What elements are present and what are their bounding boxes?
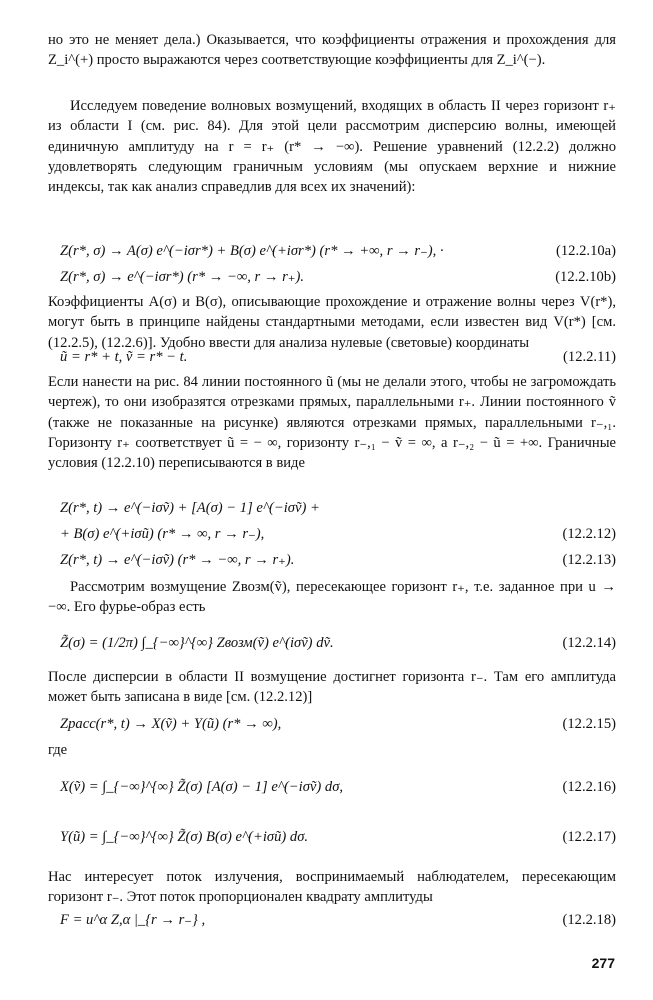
page-number: 277 [591,955,615,971]
equation-12-2-13: Z(r*, t) → e^(−iσṽ) (r* → −∞, r → r₊). (12.2.13) [60,552,616,568]
equation-12-2-18: F = u^α Z,α |_{r → r₋} , (12.2.18) [60,912,616,928]
equation-12-2-12: + B(σ) e^(+iσũ) (r* → ∞, r → r₋), (12.2.12) [60,526,616,542]
equation-12-2-16: X(ṽ) = ∫_{−∞}^{∞} Z̃(σ) [A(σ) − 1] e^(−iσṽ) dσ, (12.2.16) [60,779,616,795]
text-paragraph-5: Рассмотрим возмущение Zвозм(ṽ), пересекающее горизонт r₊, т.е. заданное при u → −∞. Его фурье-образ есть [48,579,616,616]
equation-12-2-11: ũ = r* + t, ṽ = r* − t. (12.2.11) [60,349,616,365]
text-paragraph-3: Коэффициенты A(σ) и B(σ), описывающие прохождение и отражение волны через V(r*), могут быть в принципе найдены стандартными методами, если известен вид V(r*) [см. (12.2.5), (12.2.6)]. Удобно ввести для анализа нулевые (световые) координаты [48,294,616,351]
text-paragraph-1: но это не меняет дела.) Оказывается, что коэффициенты отражения и прохождения для Z_i^(+) просто выражаются через соответствующие коэффициенты для Z_i^(−). [48,32,616,69]
equation-12-2-14: Z̃(σ) = (1/2π) ∫_{−∞}^{∞} Zвозм(ṽ) e^(iσṽ) dṽ. (12.2.14) [60,635,616,651]
equation-12-2-12-line1: Z(r*, t) → e^(−iσṽ) + [A(σ) − 1] e^(−iσṽ) + [60,500,320,516]
text-paragraph-8: Нас интересует поток излучения, воспринимаемый наблюдателем, пересекающим горизонт r₋. Этот поток пропорционален квадрату амплитуды [48,869,616,906]
equation-12-2-10b: Z(r*, σ) → e^(−iσr*) (r* → −∞, r → r₊). (12.2.10b) [60,269,616,285]
text-paragraph-6: После дисперсии в области II возмущение достигнет горизонта r₋. Там его амплитуда может быть записана в виде [см. (12.2.12)] [48,669,616,706]
text-paragraph-7: где [48,742,68,758]
equation-12-2-15: Zрасс(r*, t) → X(ṽ) + Y(ũ) (r* → ∞), (12.2.15) [60,716,616,732]
text-paragraph-2: Исследуем поведение волновых возмущений, входящих в область II через горизонт r₊ из области I (см. рис. 84). Для этой цели рассмотрим дисперсию волны, имеющей единичную амплитуду на r = r₊ (r* → −∞). Решение уравнений (12.2.2) должно удовлетворять следующим граничным условиям (мы опускаем верхние и нижние индексы, так как анализ справедлив для всех их значений): [48,98,616,196]
equation-12-2-17: Y(ũ) = ∫_{−∞}^{∞} Z̃(σ) B(σ) e^(+iσũ) dσ. (12.2.17) [60,829,616,845]
text-paragraph-4: Если нанести на рис. 84 линии постоянного ũ (мы не делали этого, чтобы не загромождать чертеж), то они изобразятся отрезками прямых, параллельными r₊. Линии постоянного ṽ (также не показанные на рисунке) являются отрезками прямых, параллельными r₋,₁. Горизонту r₊ соответствует ũ = − ∞, горизонту r₋,₁ − ṽ = ∞, а r₋,₂ − ũ = +∞. Граничные условия (12.2.10) переписываются в виде [48,374,616,472]
equation-12-2-10a: Z(r*, σ) → A(σ) e^(−iσr*) + B(σ) e^(+iσr*) (r* → +∞, r → r₋), · (12.2.10a) [60,243,616,259]
